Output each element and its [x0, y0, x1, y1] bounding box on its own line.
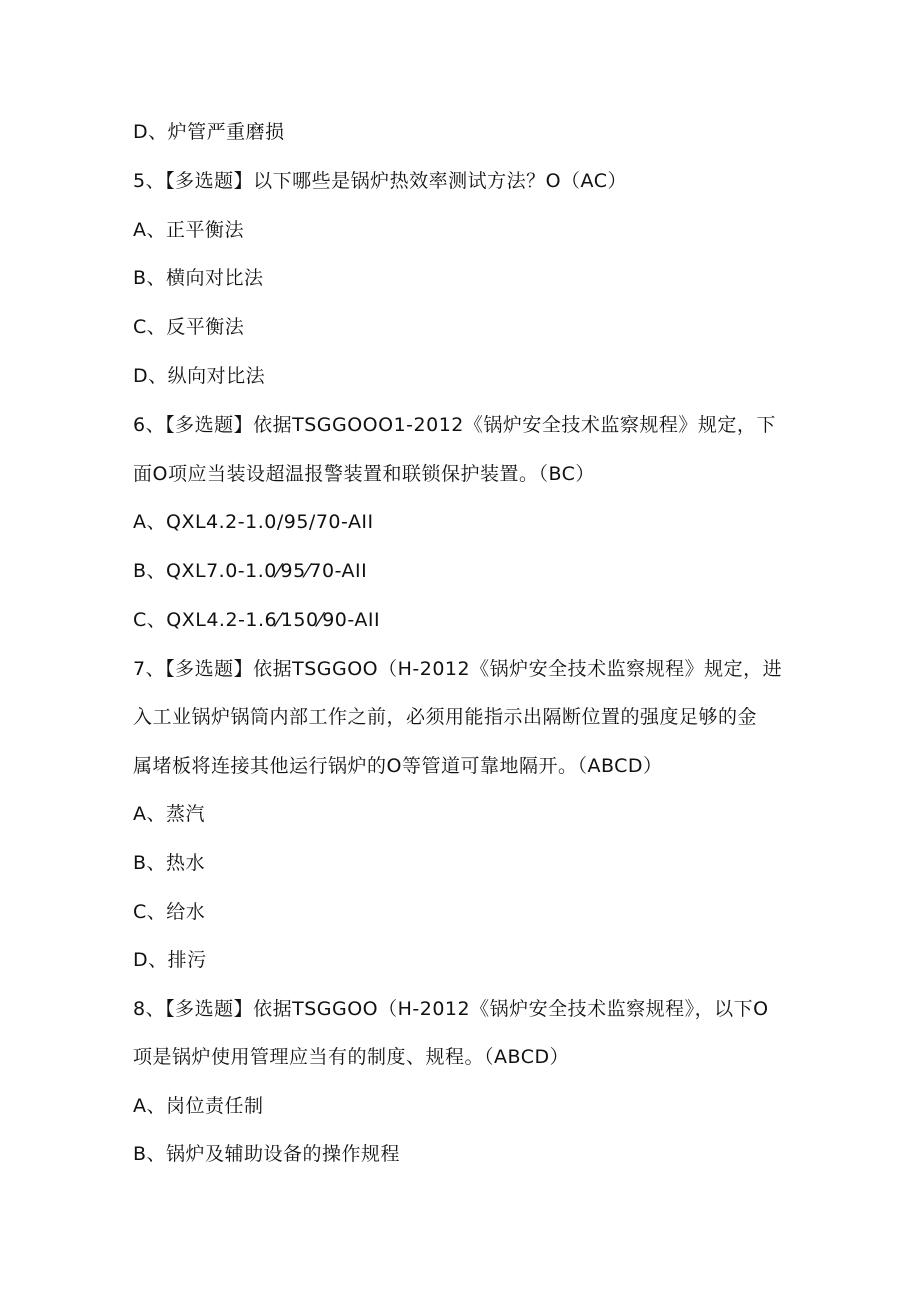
q8-option-b: B、锅炉及辅助设备的操作规程 [133, 1143, 401, 1165]
q5-option-d: D、纵向对比法 [133, 365, 266, 387]
q7-option-d: D、排污 [133, 949, 207, 971]
q8-question-line1: 8、【多选题】依据TSGGOO（H-2012《锅炉安全技术监察规程》，以下O [133, 998, 769, 1020]
q7-question-line2: 入工业锅炉锅筒内部工作之前，必须用能指示出隔断位置的强度足够的金 [133, 706, 758, 728]
q4-option-d: D、炉管严重磨损 [133, 121, 285, 143]
q5-option-a: A、正平衡法 [133, 219, 244, 241]
q7-option-c: C、给水 [133, 901, 206, 923]
q8-question-line2: 项是锅炉使用管理应当有的制度、规程。（ABCD） [133, 1046, 570, 1068]
q5-option-c: C、反平衡法 [133, 316, 245, 338]
q5-option-b: B、横向对比法 [133, 267, 264, 289]
q7-question-line1: 7、【多选题】依据TSGGOO（H-2012《锅炉安全技术监察规程》规定，进 [133, 658, 783, 680]
q7-option-b: B、热水 [133, 852, 206, 874]
q6-question-line2: 面O项应当装设超温报警装置和联锁保护装置。（BC） [133, 463, 595, 485]
q7-option-a: A、蒸汽 [133, 803, 205, 825]
q8-option-a: A、岗位责任制 [133, 1095, 264, 1117]
q6-option-c: C、QXL4.2-1.6⁄150⁄90-AII [133, 609, 381, 631]
q6-question-line1: 6、【多选题】依据TSGGOOO1-2012《锅炉安全技术监察规程》规定，下 [133, 414, 776, 436]
q7-question-line3: 属堵板将连接其他运行锅炉的O等管道可靠地隔开。（ABCD） [133, 755, 663, 777]
q5-question: 5、【多选题】以下哪些是锅炉热效率测试方法？O（AC） [133, 170, 627, 192]
q6-option-b: B、QXL7.0-1.0⁄95⁄70-AII [133, 560, 368, 582]
q6-option-a: A、QXL4.2-1.0/95/70-AII [133, 511, 374, 533]
